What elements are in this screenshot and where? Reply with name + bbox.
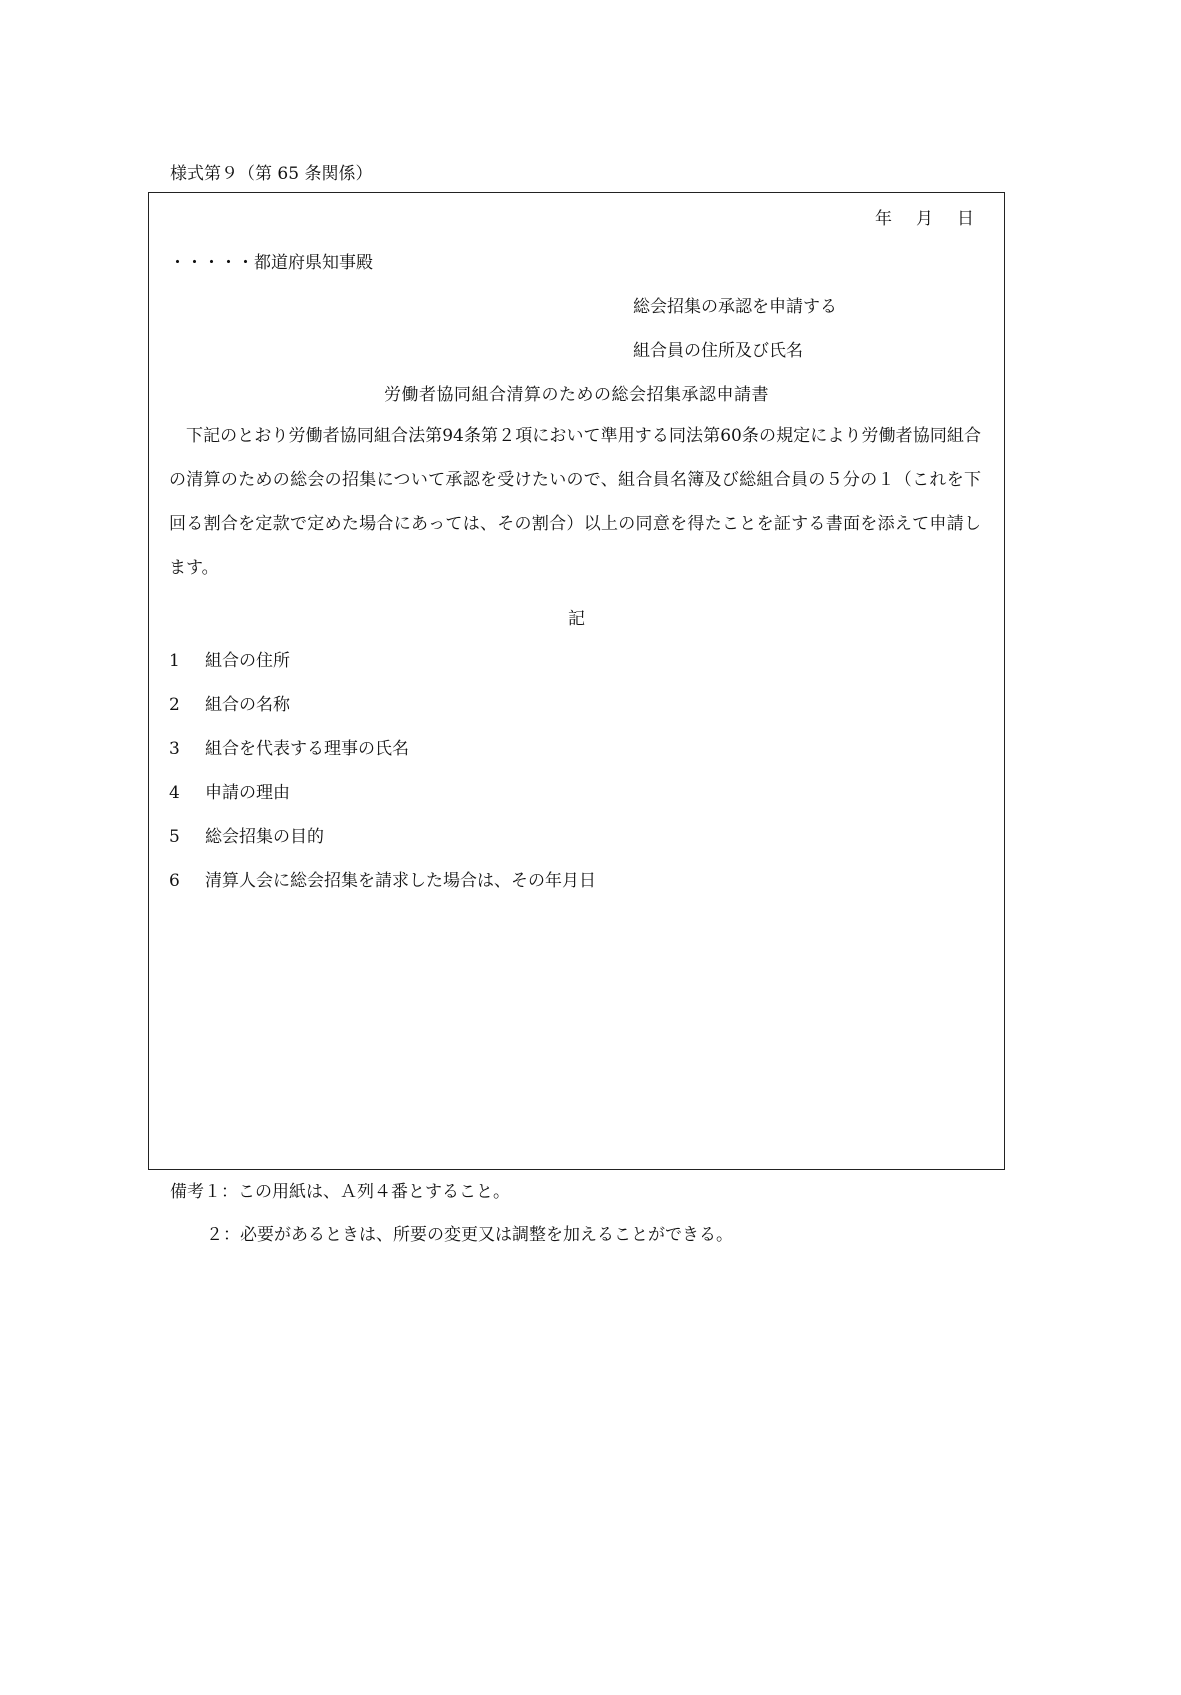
note-1: 備考１：この用紙は、Ａ列４番とすること。 — [170, 1182, 510, 1202]
item-text: 総会招集の目的 — [205, 827, 324, 847]
item-number: 1 — [169, 651, 180, 671]
list-item — [169, 639, 596, 683]
list-item — [169, 859, 596, 903]
item-text: 組合の名称 — [205, 695, 290, 715]
item-number: 3 — [169, 739, 180, 759]
date-day: 日 — [957, 209, 974, 229]
note-2: ２：必要があるときは、所要の変更又は調整を加えることができる。 — [206, 1225, 733, 1245]
applicant-label-line1: 総会招集の承認を申請する — [633, 297, 837, 317]
date-month: 月 — [916, 209, 933, 229]
date-year: 年 — [875, 209, 892, 229]
item-number: 6 — [169, 871, 180, 891]
addressee: ・・・・・都道府県知事殿 — [169, 253, 373, 273]
item-text: 組合を代表する理事の氏名 — [205, 739, 409, 759]
applicant-label-line2: 組合員の住所及び氏名 — [633, 341, 803, 361]
item-text: 組合の住所 — [205, 651, 290, 671]
list-item — [169, 683, 596, 727]
body-paragraph: 下記のとおり労働者協同組合法第94条第２項において準用する同法第60条の規定により労働者協同組合の清算のための総会の招集について承認を受けたいので、組合員名簿及び総組合員の５分の１（これを下回る割合を定款で定めた場合にあっては、その割合）以上の同意を得たことを証する書面を添えて申請します。 — [169, 426, 981, 578]
date-line — [851, 206, 974, 232]
ki-heading: 記 — [568, 609, 585, 629]
item-text: 清算人会に総会招集を請求した場合は、その年月日 — [205, 871, 596, 891]
list-item — [169, 771, 596, 815]
document-title: 労働者協同組合清算のための総会招集承認申請書 — [384, 385, 769, 405]
item-number: 5 — [169, 827, 180, 847]
form-number: 様式第９（第 65 条関係） — [170, 164, 373, 184]
application-form — [148, 192, 1005, 1170]
list-item — [169, 815, 596, 859]
item-list — [169, 639, 596, 903]
item-text: 申請の理由 — [205, 783, 290, 803]
item-number: 4 — [169, 783, 180, 803]
list-item — [169, 727, 596, 771]
item-number: 2 — [169, 695, 180, 715]
